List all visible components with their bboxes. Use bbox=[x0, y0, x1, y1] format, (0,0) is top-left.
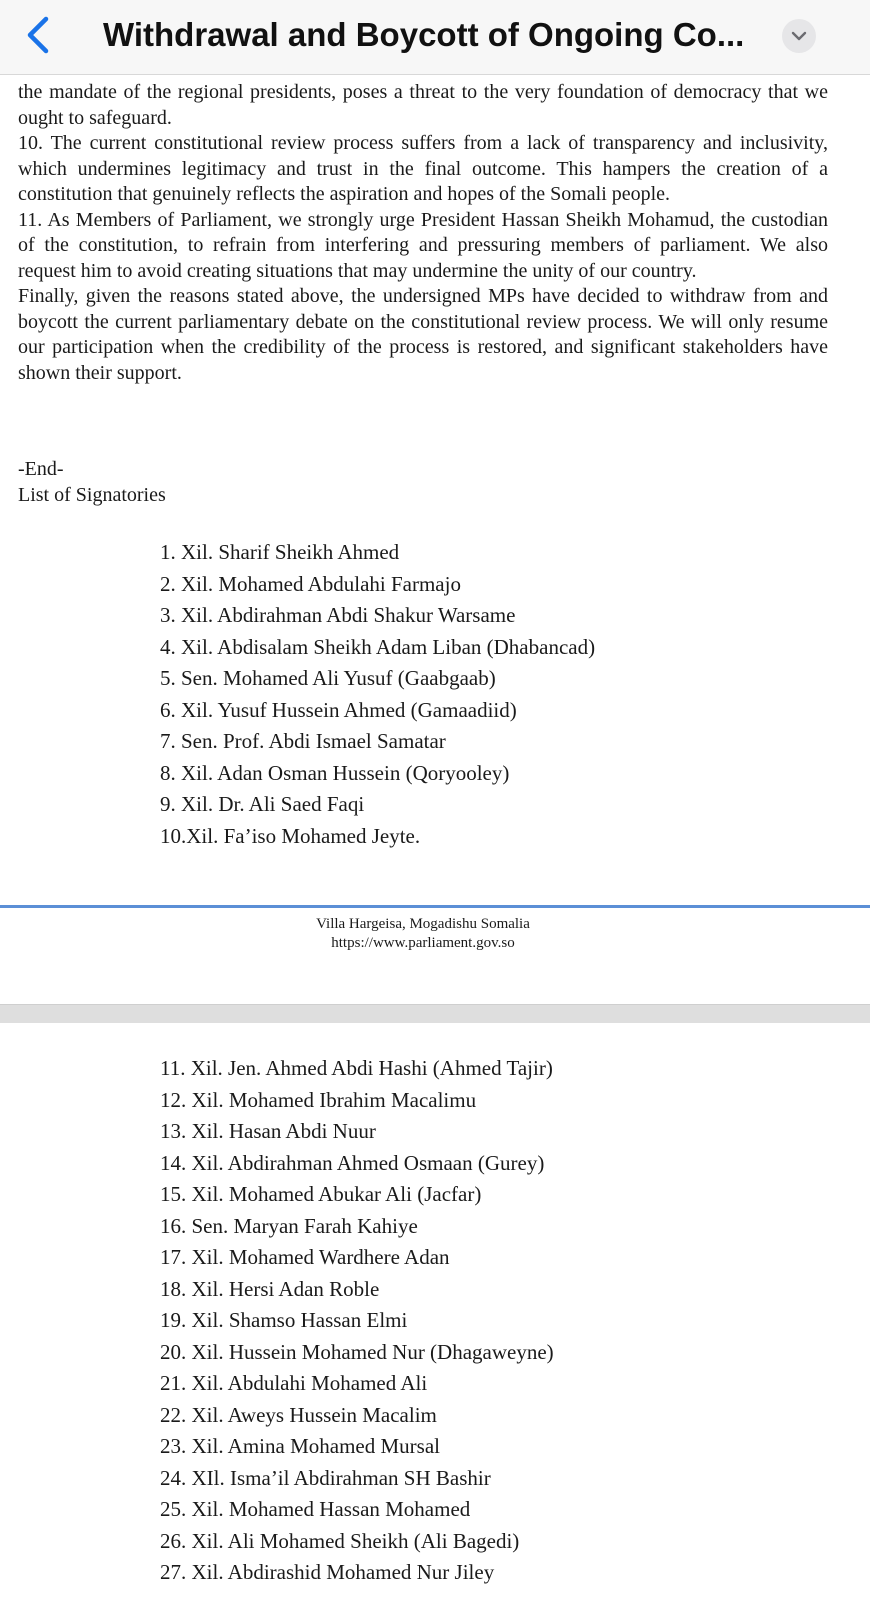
signatory-item: 26. Xil. Ali Mohamed Sheikh (Ali Bagedi) bbox=[160, 1528, 520, 1553]
paragraph-conclusion: Finally, given the reasons stated above, the undersigned MPs have decided to withdraw from and boycott the current parliamentary debate on the constitutional review process. We will only resume our participation when the credibility of the process is restored, and significant stakeholders have shown their support. bbox=[18, 285, 828, 384]
paragraph-point-10: 10. The current constitutional review process suffers from a lack of transparency and inclusivity, which undermines legitimacy and trust in the final outcome. This hampers the creation of a constitution that genuinely reflects the aspiration and hopes of the Somali people. bbox=[18, 132, 828, 205]
signatory-item: 8. Xil. Adan Osman Hussein (Qoryooley) bbox=[160, 760, 510, 785]
signatory-item: 11. Xil. Jen. Ahmed Abdi Hashi (Ahmed Tajir) bbox=[160, 1056, 553, 1080]
signatory-item: 2. Xil. Mohamed Abdulahi Farmajo bbox=[160, 571, 461, 596]
page-footer bbox=[0, 915, 846, 953]
page-title: Withdrawal and Boycott of Ongoing Co... bbox=[103, 16, 745, 53]
paragraph-continuation: the mandate of the regional presidents, poses a threat to the very foundation of democracy that we ought to safeguard. bbox=[18, 81, 828, 129]
signatory-item: 17. Xil. Mohamed Wardhere Adan bbox=[160, 1245, 450, 1269]
signatory-item: 6. Xil. Yusuf Hussein Ahmed (Gamaadiid) bbox=[160, 697, 517, 722]
signatory-item: 14. Xil. Abdirahman Ahmed Osmaan (Gurey) bbox=[160, 1150, 545, 1175]
footer-divider bbox=[0, 905, 870, 908]
signatory-item: 12. Xil. Mohamed Ibrahim Macalimu bbox=[160, 1087, 477, 1112]
signatory-item: 15. Xil. Mohamed Abukar Ali (Jacfar) bbox=[160, 1182, 482, 1206]
signatory-item: 7. Sen. Prof. Abdi Ismael Samatar bbox=[160, 729, 446, 753]
signatory-item: 27. Xil. Abdirashid Mohamed Nur Jiley bbox=[160, 1560, 495, 1584]
title-menu-button[interactable] bbox=[782, 19, 816, 53]
signatory-item: 16. Sen. Maryan Farah Kahiye bbox=[160, 1213, 418, 1238]
navigation-bar bbox=[0, 0, 870, 75]
signatory-item: 3. Xil. Abdirahman Abdi Shakur Warsame bbox=[160, 603, 516, 627]
signatory-item: 18. Xil. Hersi Adan Roble bbox=[160, 1276, 380, 1301]
signatories-heading: List of Signatories bbox=[18, 484, 166, 506]
signatory-item: 10.Xil. Fa’iso Mohamed Jeyte. bbox=[160, 823, 421, 848]
document-page-1 bbox=[0, 75, 870, 905]
signatory-item: 9. Xil. Dr. Ali Saed Faqi bbox=[160, 792, 365, 816]
signatory-item: 21. Xil. Abdulahi Mohamed Ali bbox=[160, 1371, 428, 1395]
signatory-item: 4. Xil. Abdisalam Sheikh Adam Liban (Dhabancad) bbox=[160, 634, 596, 659]
signatory-item: 5. Sen. Mohamed Ali Yusuf (Gaabgaab) bbox=[160, 666, 496, 690]
signatory-item: 24. XIl. Isma’il Abdirahman SH Bashir bbox=[160, 1465, 491, 1490]
signatory-item: 25. Xil. Mohamed Hassan Mohamed bbox=[160, 1497, 471, 1521]
end-marker: -End- bbox=[18, 458, 64, 480]
document-page-2 bbox=[0, 1023, 870, 1600]
paragraph-point-11: 11. As Members of Parliament, we strongly urge President Hassan Sheikh Mohamud, the custodian of the constitution, to refrain from interfering and pressuring members of parliament. We also request him to avoid creating situations that may undermine the unity of our country. bbox=[18, 208, 828, 282]
signatory-item: 13. Xil. Hasan Abdi Nuur bbox=[160, 1119, 376, 1143]
chevron-left-icon bbox=[25, 15, 51, 55]
end-block bbox=[18, 456, 166, 508]
signatory-item: 19. Xil. Shamso Hassan Elmi bbox=[160, 1308, 408, 1332]
document-body bbox=[18, 80, 828, 386]
signatory-item: 1. Xil. Sharif Sheikh Ahmed bbox=[160, 540, 400, 564]
signatory-list-page-1 bbox=[160, 537, 595, 852]
footer-url: https://www.parliament.gov.so bbox=[331, 935, 515, 951]
signatory-list-page-2 bbox=[160, 1053, 554, 1589]
back-button[interactable] bbox=[18, 12, 58, 58]
page-separator bbox=[0, 1004, 870, 1023]
signatory-item: 22. Xil. Aweys Hussein Macalim bbox=[160, 1402, 437, 1427]
signatory-item: 20. Xil. Hussein Mohamed Nur (Dhagaweyne) bbox=[160, 1339, 554, 1364]
chevron-down-icon bbox=[791, 31, 807, 41]
signatory-item: 23. Xil. Amina Mohamed Mursal bbox=[160, 1434, 440, 1458]
footer-address: Villa Hargeisa, Mogadishu Somalia bbox=[316, 916, 530, 932]
